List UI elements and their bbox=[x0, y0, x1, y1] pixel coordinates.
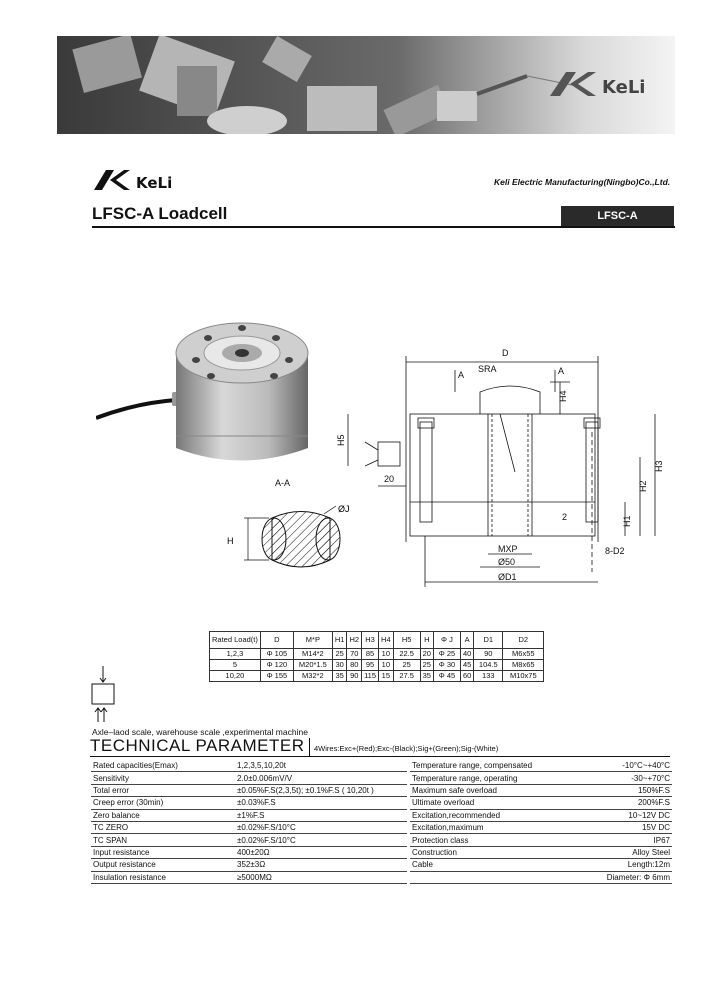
param-row bbox=[410, 784, 672, 796]
table-cell: 133 bbox=[474, 671, 503, 682]
table-cell: 104.5 bbox=[474, 660, 503, 671]
dim-phi50-label: Ø50 bbox=[498, 557, 516, 567]
table-cell: 35 bbox=[420, 671, 433, 682]
param-label: Zero balance bbox=[91, 809, 235, 821]
table-cell: 10,20 bbox=[210, 671, 261, 682]
tech-title-divider bbox=[309, 738, 310, 756]
param-value: ±0.03%F.S bbox=[235, 797, 407, 809]
table-cell: 27.5 bbox=[393, 671, 420, 682]
dim-h3-label: H3 bbox=[654, 460, 664, 472]
param-label: Creep error (30min) bbox=[91, 797, 235, 809]
dimension-table-header bbox=[210, 632, 544, 649]
param-label: Input resistance bbox=[91, 846, 235, 858]
applications-text: Axle–laod scale, warehouse scale ,experimental machine bbox=[92, 727, 308, 737]
param-label bbox=[410, 871, 564, 883]
param-label: Temperature range, compensated bbox=[410, 760, 564, 772]
brand-logo bbox=[92, 168, 202, 197]
table-row bbox=[210, 649, 544, 660]
dim-h2-label: H2 bbox=[638, 480, 648, 492]
param-value: 200%F.S bbox=[564, 797, 672, 809]
table-row bbox=[210, 660, 544, 671]
param-row bbox=[410, 871, 672, 883]
param-label: Output resistance bbox=[91, 859, 235, 871]
param-value: -30~+70°C bbox=[564, 772, 672, 784]
param-value: ±1%F.S bbox=[235, 809, 407, 821]
param-value: 10~12V DC bbox=[564, 809, 672, 821]
table-cell: M8x65 bbox=[503, 660, 544, 671]
param-label: Rated capacities(Emax) bbox=[91, 760, 235, 772]
param-label: Maximum safe overload bbox=[410, 784, 564, 796]
param-value: 15V DC bbox=[564, 821, 672, 833]
param-row bbox=[91, 772, 407, 784]
param-label: Ultimate overload bbox=[410, 797, 564, 809]
param-value: 1,2,3,5,10,20t bbox=[235, 760, 407, 772]
dim-phid1-label: ØD1 bbox=[498, 572, 517, 582]
table-cell: M10x75 bbox=[503, 671, 544, 682]
table-cell: 70 bbox=[347, 649, 362, 660]
table-cell: Φ 105 bbox=[260, 649, 293, 660]
param-row bbox=[410, 760, 672, 772]
table-cell: 1,2,3 bbox=[210, 649, 261, 660]
company-name: Keli Electric Manufacturing(Ningbo)Co.,Ltd. bbox=[494, 177, 671, 187]
param-row bbox=[91, 760, 407, 772]
dim-d-label: D bbox=[502, 348, 509, 358]
product-title: LFSC-A Loadcell bbox=[92, 204, 228, 223]
table-cell: 80 bbox=[347, 660, 362, 671]
param-label: Excitation,maximum bbox=[410, 821, 564, 833]
section-h-label: H bbox=[227, 536, 234, 546]
tech-rule bbox=[90, 756, 670, 757]
param-row bbox=[410, 846, 672, 858]
table-header-cell: D2 bbox=[503, 632, 544, 649]
table-cell: M14*2 bbox=[293, 649, 332, 660]
table-header-cell: A bbox=[460, 632, 473, 649]
param-row bbox=[91, 797, 407, 809]
param-value: 150%F.S bbox=[564, 784, 672, 796]
param-value: Length:12m bbox=[564, 859, 672, 871]
load-direction-icon bbox=[88, 664, 118, 729]
param-label: Cable bbox=[410, 859, 564, 871]
table-cell: 30 bbox=[332, 660, 347, 671]
dim-sra-label: SRA bbox=[478, 364, 497, 374]
param-row bbox=[91, 821, 407, 833]
table-cell: Φ 155 bbox=[260, 671, 293, 682]
table-cell: 95 bbox=[362, 660, 379, 671]
param-value: 2.0±0.006mV/V bbox=[235, 772, 407, 784]
banner-logo bbox=[548, 68, 668, 103]
param-value: 400±20Ω bbox=[235, 846, 407, 858]
param-value: Diameter: Φ 6mm bbox=[564, 871, 672, 883]
param-value: 352±3Ω bbox=[235, 859, 407, 871]
table-cell: 10 bbox=[379, 660, 394, 671]
dim-h1-label: H1 bbox=[622, 515, 632, 527]
table-header-cell: H4 bbox=[379, 632, 394, 649]
section-a-left-label: A bbox=[458, 370, 465, 380]
keli-logo-icon bbox=[548, 68, 668, 98]
param-value: Alloy Steel bbox=[564, 846, 672, 858]
dim-h5-label: H5 bbox=[336, 434, 346, 446]
table-header-cell: M*P bbox=[293, 632, 332, 649]
loadcell-photo bbox=[96, 308, 326, 478]
title-divider bbox=[92, 226, 675, 228]
param-value: ±0.02%F.S/10°C bbox=[235, 821, 407, 833]
param-value: ±0.05%F.S(2,3,5t); ±0.1%F.S ( 10,20t ) bbox=[235, 784, 407, 796]
param-row bbox=[410, 797, 672, 809]
param-row bbox=[91, 871, 407, 883]
table-header-cell: D1 bbox=[474, 632, 503, 649]
table-cell: 60 bbox=[460, 671, 473, 682]
table-cell: 45 bbox=[460, 660, 473, 671]
table-cell: 85 bbox=[362, 649, 379, 660]
table-header-cell: Φ J bbox=[433, 632, 460, 649]
dim-20-label: 20 bbox=[384, 474, 395, 484]
dimension-drawing bbox=[330, 342, 675, 597]
table-header-cell: H3 bbox=[362, 632, 379, 649]
param-label: Temperature range, operating bbox=[410, 772, 564, 784]
param-row bbox=[410, 859, 672, 871]
param-label: Protection class bbox=[410, 834, 564, 846]
table-header-cell: H5 bbox=[393, 632, 420, 649]
param-label: Construction bbox=[410, 846, 564, 858]
param-row bbox=[410, 809, 672, 821]
tech-params-right bbox=[410, 760, 672, 884]
table-cell: 22.5 bbox=[393, 649, 420, 660]
param-row bbox=[91, 834, 407, 846]
table-cell: 25 bbox=[420, 660, 433, 671]
param-value: ±0.02%F.S/10°C bbox=[235, 834, 407, 846]
table-cell: 15 bbox=[379, 671, 394, 682]
table-cell: 25 bbox=[332, 649, 347, 660]
table-header-cell: H2 bbox=[347, 632, 362, 649]
table-cell: Φ 25 bbox=[433, 649, 460, 660]
dim-2-label: 2 bbox=[562, 512, 568, 522]
section-a-right-label: A bbox=[558, 366, 565, 376]
model-tab: LFSC-A bbox=[561, 206, 674, 226]
table-cell: 10 bbox=[379, 649, 394, 660]
table-cell: Φ 120 bbox=[260, 660, 293, 671]
tech-title: TECHNICAL PARAMETER bbox=[90, 736, 305, 755]
table-cell: 5 bbox=[210, 660, 261, 671]
table-cell: Φ 30 bbox=[433, 660, 460, 671]
param-row bbox=[410, 834, 672, 846]
param-label: Total error bbox=[91, 784, 235, 796]
wire-color-text: 4Wires:Exc+(Red);Exc-(Black);Sig+(Green);Sig-(White) bbox=[314, 744, 499, 753]
table-cell: M20*1.5 bbox=[293, 660, 332, 671]
param-value: IP67 bbox=[564, 834, 672, 846]
table-header-cell: H bbox=[420, 632, 433, 649]
dimension-table bbox=[209, 631, 544, 682]
table-cell: Φ 45 bbox=[433, 671, 460, 682]
param-label: Excitation,recommended bbox=[410, 809, 564, 821]
banner-logo-text: KeLi bbox=[602, 77, 646, 98]
table-cell: M32*2 bbox=[293, 671, 332, 682]
table-cell: 90 bbox=[474, 649, 503, 660]
table-row bbox=[210, 671, 544, 682]
table-cell: 90 bbox=[347, 671, 362, 682]
table-header-cell: D bbox=[260, 632, 293, 649]
param-row bbox=[91, 784, 407, 796]
param-label: Sensitivity bbox=[91, 772, 235, 784]
section-view-label: A-A bbox=[275, 478, 291, 488]
table-cell: M6x55 bbox=[503, 649, 544, 660]
table-cell: 20 bbox=[420, 649, 433, 660]
table-header-cell: H1 bbox=[332, 632, 347, 649]
section-phij-label: ØJ bbox=[338, 504, 350, 514]
param-value: -10°C~+40°C bbox=[564, 760, 672, 772]
tech-params-left bbox=[91, 760, 407, 884]
param-label: TC SPAN bbox=[91, 834, 235, 846]
param-row bbox=[410, 772, 672, 784]
dim-8d2-label: 8-D2 bbox=[605, 546, 625, 556]
table-cell: 35 bbox=[332, 671, 347, 682]
keli-logo-icon bbox=[92, 168, 202, 192]
param-label: TC ZERO bbox=[91, 821, 235, 833]
dim-h4-label: H4 bbox=[558, 390, 568, 402]
param-value: ≥5000MΩ bbox=[235, 871, 407, 883]
table-cell: 115 bbox=[362, 671, 379, 682]
param-row bbox=[91, 846, 407, 858]
dim-mxp-label: MXP bbox=[498, 544, 518, 554]
param-row bbox=[91, 809, 407, 821]
param-row bbox=[410, 821, 672, 833]
table-cell: 25 bbox=[393, 660, 420, 671]
table-cell: 40 bbox=[460, 649, 473, 660]
param-row bbox=[91, 859, 407, 871]
table-header-cell: Rated Load(t) bbox=[210, 632, 261, 649]
param-label: Insulation resistance bbox=[91, 871, 235, 883]
brand-logo-text: KeLi bbox=[136, 174, 173, 192]
